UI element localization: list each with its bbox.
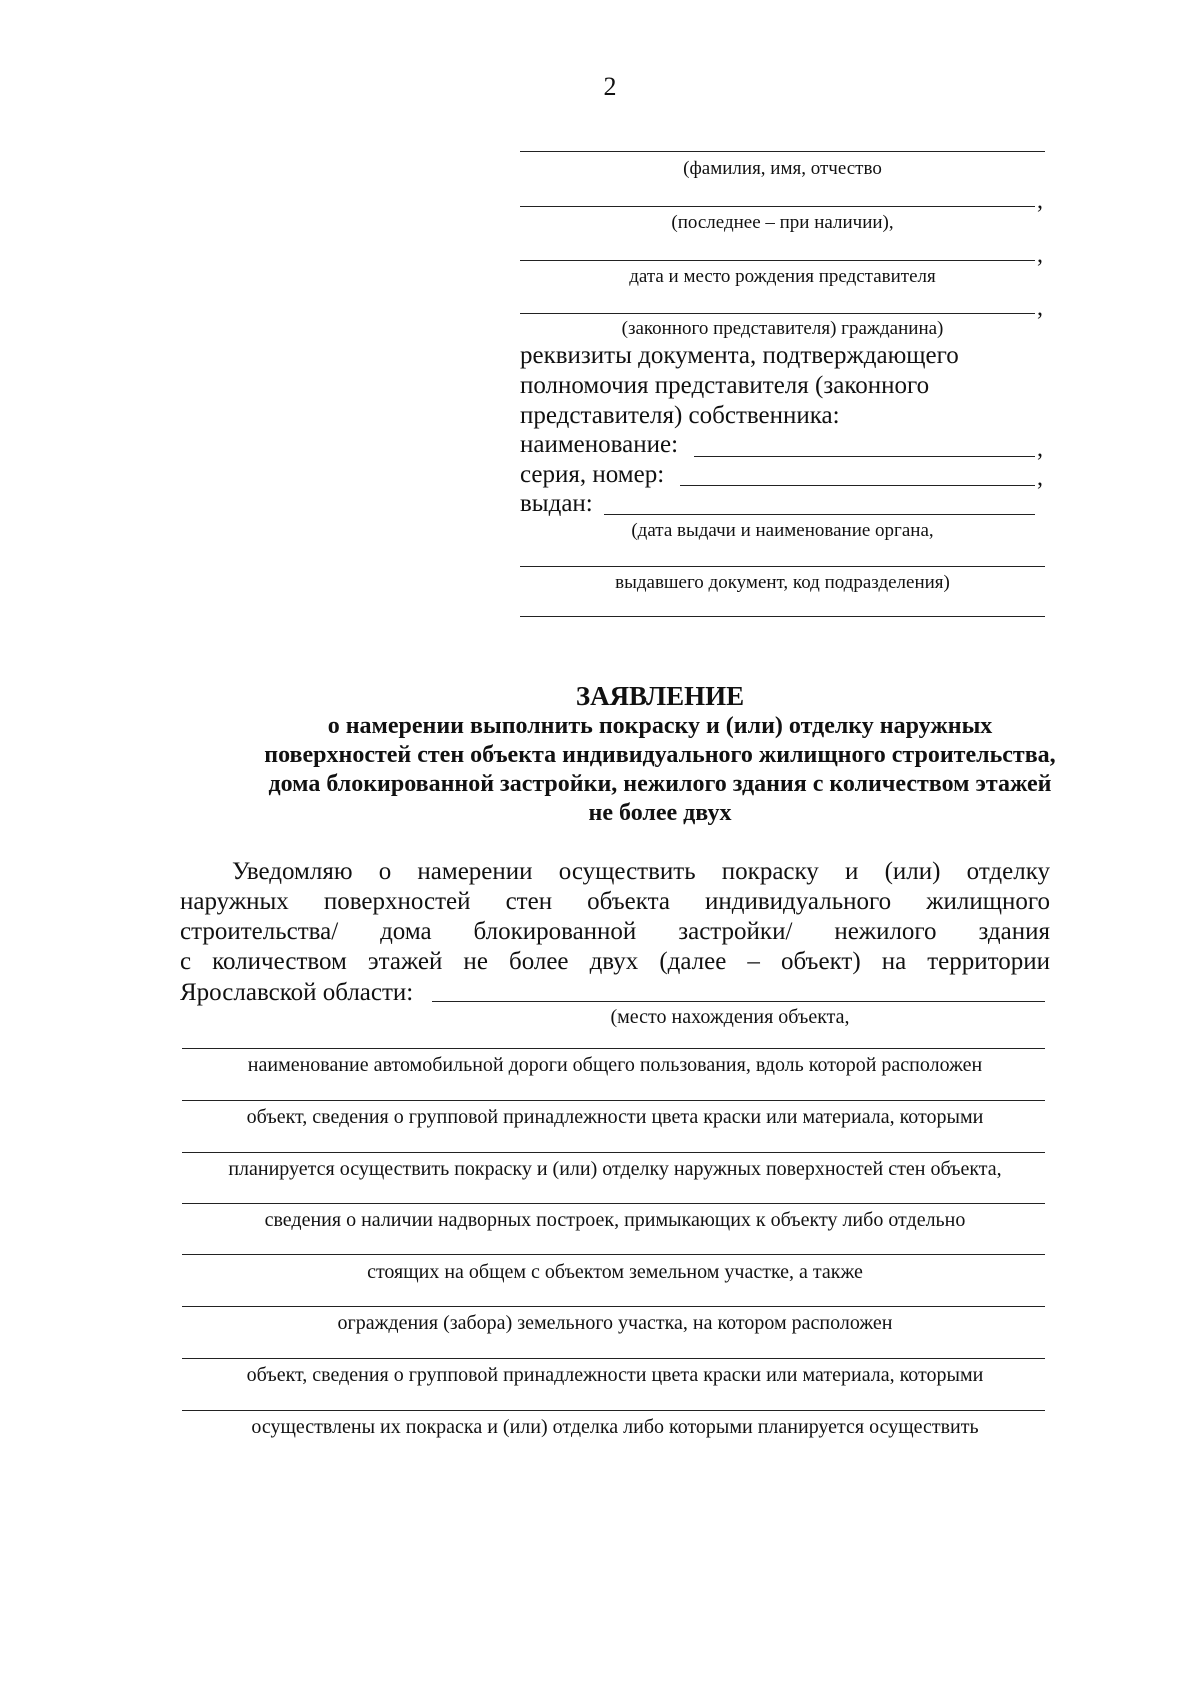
caption-representative: (законного представителя) гражданина) — [621, 318, 944, 339]
fill-line-fio[interactable] — [520, 151, 1045, 152]
caption-object-location: (место нахождения объекта, — [610, 1006, 850, 1028]
title-heading: ЗАЯВЛЕНИЕ — [575, 681, 745, 711]
caption-fio: (фамилия, имя, отчество — [683, 158, 882, 179]
paragraph-line-5: Ярославской области: — [180, 979, 414, 1006]
fill-line-plot[interactable] — [182, 1254, 1045, 1255]
caption-color-group: объект, сведения о групповой принадлежности цвета краски или материала, которыми — [246, 1106, 984, 1128]
caption-birth: дата и место рождения представителя — [629, 266, 936, 287]
fill-line-fio-2[interactable] — [520, 206, 1035, 207]
fill-line-doc-series[interactable] — [680, 485, 1035, 486]
caption-outbuildings: сведения о наличии надворных построек, примыкающих к объекту либо отдельно — [264, 1209, 966, 1231]
doc-requisites-line-2: полномочия представителя (законного — [520, 372, 930, 399]
comma: , — [1037, 242, 1043, 268]
title-line-2: поверхностей стен объекта индивидуального жилищного строительства, — [264, 742, 1056, 768]
caption-plot: стоящих на общем с объектом земельном участке, а также — [367, 1261, 863, 1283]
title-line-4: не более двух — [588, 800, 732, 826]
fill-line-issuer-code[interactable] — [520, 616, 1045, 617]
title-line-3: дома блокированной застройки, нежилого здания с количеством этажей — [268, 771, 1052, 797]
caption-issuer: выдавшего документ, код подразделения) — [615, 572, 950, 593]
caption-road: наименование автомобильной дороги общего пользования, вдоль которой расположен — [247, 1054, 983, 1076]
fill-line-birth[interactable] — [520, 260, 1035, 261]
fill-line-issuer[interactable] — [520, 566, 1045, 567]
fill-line-road[interactable] — [182, 1048, 1045, 1049]
fill-line-representative[interactable] — [520, 313, 1035, 314]
caption-issue-date: (дата выдачи и наименование органа, — [631, 520, 934, 541]
fill-line-doc-issued[interactable] — [604, 514, 1035, 515]
comma: , — [1037, 295, 1043, 321]
fill-line-color-group[interactable] — [182, 1100, 1045, 1101]
paragraph-line-2: наружных поверхностей стен объекта индивидуального жилищного — [180, 888, 1050, 915]
label-doc-issued: выдан: — [520, 490, 593, 517]
fill-line-fence[interactable] — [182, 1306, 1045, 1307]
comma: , — [1037, 436, 1043, 462]
caption-planned-work: планируется осуществить покраску и (или) отделку наружных поверхностей стен объекта, — [228, 1158, 1002, 1180]
fill-line-fence-color[interactable] — [182, 1358, 1045, 1359]
comma: , — [1037, 188, 1043, 214]
doc-requisites-line-1: реквизиты документа, подтверждающего — [520, 342, 959, 369]
fill-line-outbuildings[interactable] — [182, 1203, 1045, 1204]
caption-fence-finish: осуществлены их покраска и (или) отделка либо которыми планируется осуществить — [251, 1416, 979, 1438]
fill-line-object-location[interactable] — [432, 1001, 1045, 1002]
paragraph-line-4: с количеством этажей не более двух (далее – объект) на территории — [180, 948, 1050, 975]
title-line-1: о намерении выполнить покраску и (или) отделку наружных — [327, 713, 993, 739]
label-doc-name: наименование: — [520, 431, 679, 458]
fill-line-planned-work[interactable] — [182, 1152, 1045, 1153]
doc-requisites-line-3: представителя) собственника: — [520, 402, 840, 429]
fill-line-doc-name[interactable] — [694, 456, 1035, 457]
caption-fence-color: объект, сведения о групповой принадлежности цвета краски или материала, которыми — [246, 1364, 984, 1386]
page-number: 2 — [603, 72, 617, 101]
paragraph-line-3: строительства/ дома блокированной застройки/ нежилого здания — [180, 918, 1050, 945]
comma: , — [1037, 465, 1043, 491]
fill-line-fence-finish[interactable] — [182, 1410, 1045, 1411]
caption-patronymic: (последнее – при наличии), — [671, 212, 894, 233]
caption-fence: ограждения (забора) земельного участка, на котором расположен — [337, 1312, 893, 1334]
label-doc-series: серия, номер: — [520, 461, 665, 488]
paragraph-line-1: Уведомляю о намерении осуществить покраску и (или) отделку — [232, 858, 1050, 885]
